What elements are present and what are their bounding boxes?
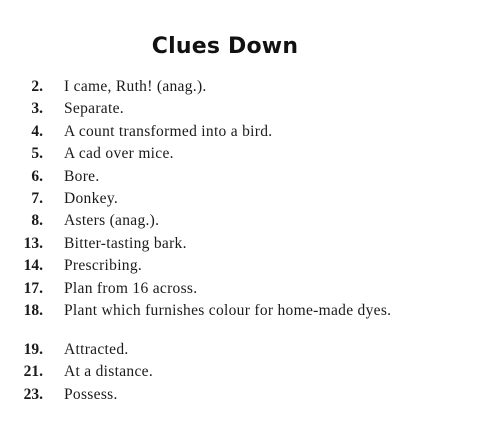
- clue-number: 14.: [23, 257, 43, 275]
- clue-item: [10, 166, 450, 188]
- clue-text: Plan from 16 across.: [64, 279, 198, 297]
- clue-item: [10, 76, 450, 98]
- clue-text: I came, Ruth! (anag.).: [64, 78, 207, 95]
- clue-item: [10, 121, 450, 143]
- clue-text: Prescribing.: [64, 257, 143, 275]
- clue-item: [10, 300, 450, 339]
- clue-text: Plant which furnishes colour for home-made dyes.: [64, 301, 392, 319]
- clue-number: 6.: [31, 167, 43, 185]
- clue-item: [10, 143, 450, 165]
- clue-item: [10, 278, 450, 300]
- clue-text: Attracted.: [64, 340, 129, 358]
- clue-number: 2.: [31, 78, 43, 95]
- clue-number: 8.: [31, 212, 43, 230]
- clue-item: [10, 339, 450, 361]
- clue-number: 5.: [31, 145, 43, 163]
- clue-item: [10, 361, 450, 383]
- clue-item: [10, 233, 450, 255]
- page-title: Clues Down: [151, 34, 299, 59]
- clue-number: 19.: [23, 340, 43, 358]
- clue-text: At a distance.: [64, 363, 153, 381]
- clue-text: Asters (anag.).: [64, 212, 160, 230]
- clue-item: [10, 188, 450, 210]
- clue-item: [10, 210, 450, 232]
- clue-text: Bore.: [64, 167, 100, 185]
- clue-number: 18.: [23, 301, 43, 319]
- clue-text: Bitter-tasting bark.: [64, 234, 187, 252]
- clue-number: 23.: [23, 385, 43, 403]
- clue-text: Donkey.: [64, 189, 119, 207]
- clue-number: 4.: [31, 122, 43, 140]
- clue-item: [10, 255, 450, 277]
- clue-item: [10, 98, 450, 120]
- clue-text: Possess.: [64, 385, 118, 403]
- clue-number: 13.: [23, 234, 43, 252]
- clue-number: 21.: [23, 363, 43, 381]
- clue-item: [10, 384, 450, 406]
- clue-text: A cad over mice.: [64, 145, 174, 163]
- clue-list: [10, 76, 450, 406]
- clue-text: A count transformed into a bird.: [64, 122, 273, 140]
- clue-number: 17.: [23, 279, 43, 297]
- clue-text: Separate.: [64, 100, 124, 118]
- clue-number: 3.: [31, 100, 43, 118]
- clue-number: 7.: [31, 189, 43, 207]
